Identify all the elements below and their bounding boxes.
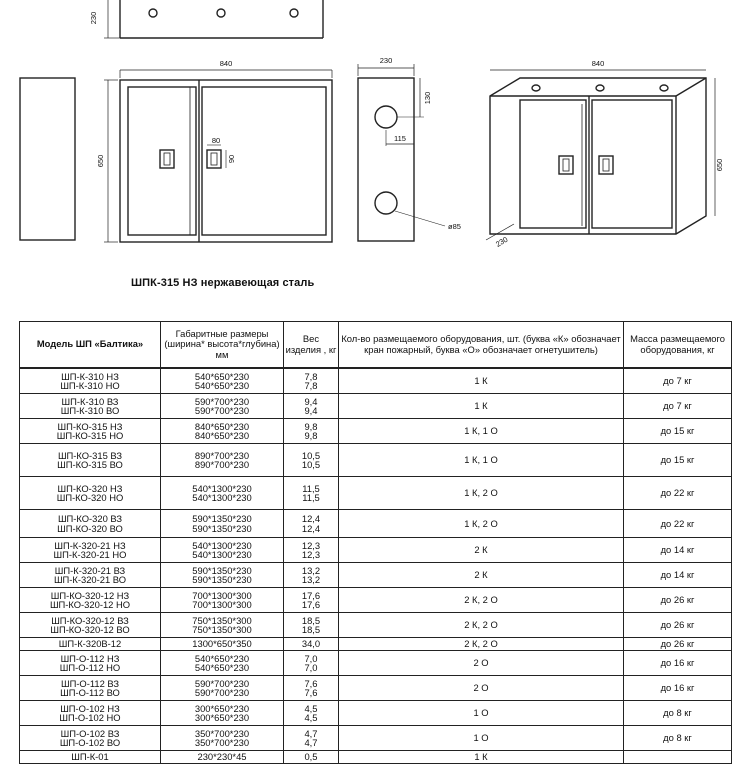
table-row (20, 394, 732, 419)
equipment-cell: 1 К, 2 О (339, 477, 624, 510)
model-cell: ШП-К-310 ВО (60, 405, 120, 416)
table-row (20, 651, 732, 676)
table-row (20, 419, 732, 444)
model-cell: ШП-К-320-21 НО (53, 549, 127, 560)
weight-cell: 0,5 (284, 751, 339, 764)
table-row (20, 477, 732, 510)
weight-cell: 12,3 (301, 539, 321, 551)
equipment-cell: 2 О (339, 676, 624, 701)
drawing-caption: ШПК-315 НЗ нержавеющая сталь (131, 277, 315, 289)
dims-cell: 540*650*230 (194, 652, 250, 664)
mass-cell: до 16 кг (624, 676, 732, 701)
dims-cell: 540*1300*230 (192, 539, 252, 551)
weight-cell: 10,5 (301, 459, 321, 470)
side-view-drawing (358, 64, 445, 241)
table-row (20, 613, 732, 638)
model-cell: ШП-КО-320-12 ВО (50, 624, 130, 635)
equipment-cell: 1 О (339, 726, 624, 751)
table-row (20, 638, 732, 651)
weight-cell: 17,6 (301, 599, 321, 610)
model-cell: ШП-КО-315 ВЗ (57, 449, 123, 461)
dim-top-height: 230 (89, 11, 98, 25)
table-row (20, 751, 732, 764)
weight-cell: 4,5 (304, 712, 318, 723)
model-cell: ШП-КО-320-12 НЗ (50, 589, 130, 601)
dim-iso-depth: 230 (494, 234, 510, 249)
mass-cell: до 22 кг (624, 510, 732, 538)
table-row (20, 538, 732, 563)
weight-cell: 17,6 (301, 589, 321, 601)
dims-cell: 700*1300*300 (192, 589, 252, 601)
weight-cell: 12,3 (301, 549, 321, 560)
dims-cell: 890*700*230 (194, 449, 250, 461)
mass-cell: до 26 кг (624, 613, 732, 638)
model-cell: ШП-О-112 НО (59, 662, 121, 673)
dims-cell: 700*1300*300 (192, 599, 252, 610)
dim-handle-height: 90 (227, 154, 236, 164)
dims-cell: 840*650*230 (194, 420, 250, 432)
weight-cell: 4,7 (304, 737, 318, 748)
model-cell: ШП-КО-315 НЗ (57, 420, 123, 432)
weight-cell: 7,8 (304, 370, 318, 382)
weight-cell: 13,2 (301, 564, 321, 576)
model-cell: ШП-КО-320 НО (56, 492, 124, 503)
equipment-cell: 2 О (339, 651, 624, 676)
side-panel-drawing (20, 78, 75, 240)
table-row (20, 701, 732, 726)
table-row (20, 676, 732, 701)
dims-cell: 300*650*230 (194, 712, 250, 723)
model-cell: ШП-О-102 ВЗ (60, 727, 120, 739)
weight-cell: 11,5 (302, 492, 320, 503)
weight-cell: 34,0 (284, 638, 339, 651)
dims-cell: 540*650*230 (194, 662, 250, 673)
technical-drawings (0, 0, 750, 300)
dim-side-depth: 230 (379, 56, 393, 65)
header-dimensions: Габаритные размеры (ширина* высота*глубина) мм (161, 322, 284, 369)
dims-cell: 590*1350*230 (192, 513, 252, 524)
weight-cell: 9,4 (304, 395, 318, 407)
weight-cell: 7,6 (304, 687, 318, 698)
model-cell: ШП-К-310 НО (60, 380, 120, 391)
top-view-drawing (104, 0, 323, 38)
weight-cell: 7,0 (304, 662, 318, 673)
header-equipment: Кол-во размещаемого оборудования, шт. (буква «К» обозначает кран пожарный, буква «О» обозначает огнетушитель) (339, 322, 624, 369)
header-equipment-mass: Масса размещаемого оборудования, кг (624, 322, 732, 369)
dim-side-hole-offset: 115 (394, 134, 406, 143)
dims-cell: 750*1350*300 (192, 614, 252, 626)
weight-cell: 13,2 (301, 574, 321, 585)
dim-side-hole-top: 130 (423, 91, 432, 105)
model-cell: ШП-КО-320 ВО (57, 522, 123, 534)
mass-cell: до 14 кг (624, 538, 732, 563)
model-cell: ШП-К-310 ВЗ (61, 395, 119, 407)
weight-cell: 9,8 (304, 430, 318, 441)
dims-cell: 540*1300*230 (192, 549, 252, 560)
dims-cell: 890*700*230 (194, 459, 250, 470)
dims-cell: 230*230*45 (161, 751, 284, 764)
dims-cell: 590*1350*230 (192, 574, 252, 585)
equipment-cell: 1 К (339, 394, 624, 419)
equipment-cell: 1 К, 2 О (339, 510, 624, 538)
dims-cell: 590*1350*230 (192, 522, 252, 534)
model-cell: ШП-К-320-21 НЗ (54, 539, 126, 551)
model-cell: ШП-К-320-21 ВЗ (54, 564, 126, 576)
equipment-cell: 1 О (339, 701, 624, 726)
dims-cell: 590*700*230 (194, 677, 250, 689)
model-cell: ШП-К-320-21 ВО (53, 574, 127, 585)
weight-cell: 9,8 (304, 420, 318, 432)
mass-cell: до 8 кг (624, 726, 732, 751)
weight-cell: 10,5 (301, 449, 321, 461)
dims-cell: 350*700*230 (194, 737, 250, 748)
equipment-cell: 2 К, 2 О (339, 613, 624, 638)
mass-cell: до 7 кг (624, 368, 732, 394)
dim-front-width: 840 (219, 59, 233, 68)
model-cell: ШП-К-01 (20, 751, 161, 764)
model-cell: ШП-КО-315 ВО (57, 459, 123, 470)
mass-cell: до 22 кг (624, 477, 732, 510)
weight-cell: 18,5 (301, 614, 321, 626)
model-cell: ШП-О-102 НО (59, 712, 121, 723)
weight-cell: 12,4 (301, 522, 321, 534)
header-weight: Вес изделия , кг (284, 322, 339, 369)
weight-cell: 18,5 (301, 624, 321, 635)
weight-cell: 12,4 (301, 513, 321, 524)
equipment-cell: 1 К, 1 О (339, 419, 624, 444)
model-cell: ШП-О-102 ВО (59, 737, 121, 748)
dims-cell: 1300*650*350 (161, 638, 284, 651)
model-cell: ШП-К-320В-12 (20, 638, 161, 651)
model-cell: ШП-КО-315 НО (56, 430, 124, 441)
dims-cell: 540*650*230 (194, 370, 250, 382)
mass-cell: до 15 кг (624, 419, 732, 444)
table-row (20, 510, 732, 538)
header-model: Модель ШП «Балтика» (20, 322, 161, 369)
equipment-cell: 1 К (339, 751, 624, 764)
model-cell: ШП-О-112 ВО (60, 687, 120, 698)
table-row (20, 726, 732, 751)
equipment-cell: 1 К (339, 368, 624, 394)
dims-cell: 540*650*230 (194, 380, 250, 391)
model-cell: ШП-КО-320 НЗ (57, 482, 123, 494)
dims-cell: 590*700*230 (194, 405, 250, 416)
weight-cell: 4,7 (304, 727, 318, 739)
table-header-row (20, 322, 732, 369)
equipment-cell: 2 К, 2 О (339, 588, 624, 613)
model-cell: ШП-О-102 НЗ (60, 702, 120, 714)
mass-cell: до 26 кг (624, 588, 732, 613)
mass-cell: до 8 кг (624, 701, 732, 726)
dims-cell: 540*1300*230 (192, 492, 252, 503)
dim-iso-height: 650 (715, 158, 724, 172)
dim-handle-width: 80 (211, 136, 221, 145)
weight-cell: 9,4 (304, 405, 318, 416)
table-row (20, 368, 732, 394)
weight-cell: 11,5 (302, 482, 320, 494)
equipment-cell: 1 К, 1 О (339, 444, 624, 477)
dims-cell: 540*1300*230 (192, 482, 252, 494)
model-cell: ШП-КО-320-12 ВЗ (51, 614, 129, 626)
mass-cell: до 7 кг (624, 394, 732, 419)
equipment-cell: 2 К, 2 О (339, 638, 624, 651)
isometric-view-drawing (486, 70, 715, 240)
model-cell: ШП-К-310 НЗ (61, 370, 119, 382)
dims-cell: 350*700*230 (194, 727, 250, 739)
dim-front-height: 650 (96, 154, 105, 168)
weight-cell: 7,8 (304, 380, 318, 391)
model-cell: ШП-О-112 НЗ (60, 652, 120, 664)
dims-cell: 840*650*230 (194, 430, 250, 441)
dims-cell: 750*1350*300 (192, 624, 252, 635)
dims-cell: 300*650*230 (194, 702, 250, 714)
table-row (20, 444, 732, 477)
model-cell: ШП-КО-320 ВЗ (57, 513, 123, 524)
dim-side-hole-diameter: ø85 (448, 222, 461, 231)
equipment-cell: 2 К (339, 563, 624, 588)
dims-cell: 590*700*230 (194, 395, 250, 407)
mass-cell (624, 751, 732, 764)
mass-cell: до 26 кг (624, 638, 732, 651)
table-row (20, 588, 732, 613)
equipment-cell: 2 К (339, 538, 624, 563)
dims-cell: 590*700*230 (194, 687, 250, 698)
weight-cell: 7,6 (304, 677, 318, 689)
specification-table (19, 321, 732, 764)
table-row (20, 563, 732, 588)
dims-cell: 590*1350*230 (192, 564, 252, 576)
dim-iso-width: 840 (591, 59, 605, 68)
mass-cell: до 15 кг (624, 444, 732, 477)
mass-cell: до 14 кг (624, 563, 732, 588)
mass-cell: до 16 кг (624, 651, 732, 676)
weight-cell: 4,5 (304, 702, 318, 714)
model-cell: ШП-О-112 ВЗ (60, 677, 120, 689)
weight-cell: 7,0 (304, 652, 318, 664)
model-cell: ШП-КО-320-12 НО (49, 599, 131, 610)
front-view-drawing (104, 70, 332, 242)
